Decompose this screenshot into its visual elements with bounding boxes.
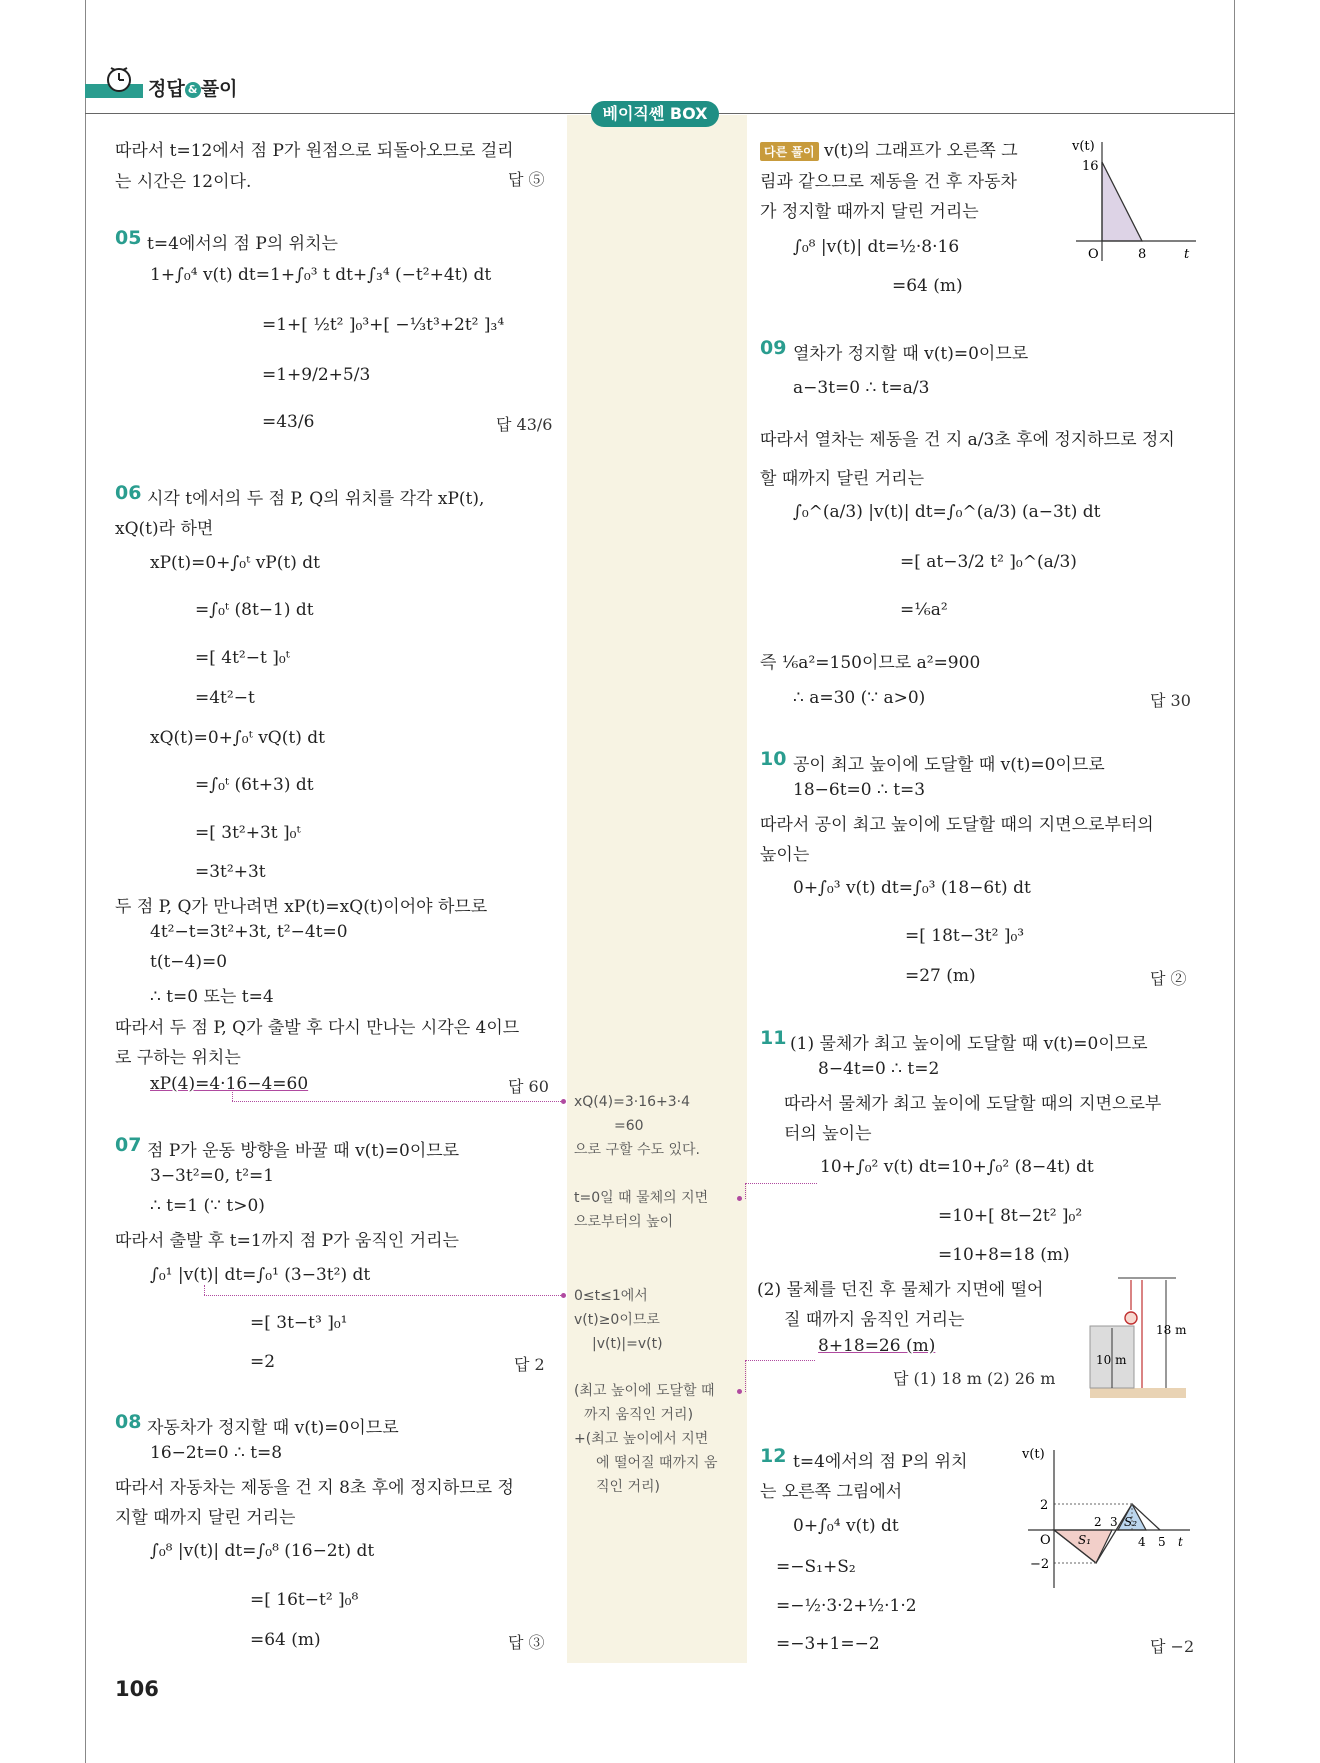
problem-09-conclusion-1: 따라서 열차는 제동을 건 지 a/3초 후에 정지하므로 정지	[760, 430, 1175, 450]
problem-10-conclusion-2: 높이는	[760, 845, 810, 865]
note-3-line-3: |v(t)|=v(t)	[592, 1336, 663, 1352]
velocity-graph-12	[1018, 1442, 1196, 1592]
problem-09-text: 열차가 정지할 때 v(t)=0이므로	[793, 344, 1029, 364]
leader-dot-1	[561, 1099, 566, 1104]
problem-08-number: 08	[115, 1411, 142, 1433]
problem-06-final: xP(4)=4·16−4=60	[150, 1074, 309, 1094]
problem-08-conclusion-2: 지할 때까지 달린 거리는	[115, 1508, 296, 1528]
problem-06-line-6: =∫₀ᵗ (6t+3) dt	[195, 775, 314, 795]
problem-12-text-1: t=4에서의 점 P의 위치	[793, 1452, 968, 1472]
graph-ylabel: v(t)	[1022, 1447, 1045, 1462]
graph-y16: 16	[1082, 159, 1099, 174]
leader-dot-2	[737, 1196, 742, 1201]
note-3-line-1: 0≤t≤1에서	[574, 1288, 648, 1304]
leader-line-3	[204, 1295, 563, 1296]
problem-09-line-1: ∫₀^(a/3) |v(t)| dt=∫₀^(a/3) (a−3t) dt	[793, 502, 1101, 522]
triangle-region	[1102, 162, 1142, 241]
intro-answer: 답 ⑤	[508, 170, 545, 189]
page-border-left	[85, 0, 86, 1763]
graph-s1: S₁	[1078, 1533, 1092, 1547]
problem-11-line-1: 10+∫₀² v(t) dt=10+∫₀² (8−4t) dt	[820, 1157, 1094, 1177]
leader-dot-4	[737, 1389, 742, 1394]
ground	[1090, 1388, 1186, 1398]
problem-07-answer: 답 2	[514, 1355, 545, 1374]
problem-08-eq-1: 16−2t=0 ∴ t=8	[150, 1443, 283, 1463]
problem-11-conclusion-1: 따라서 물체가 최고 높이에 도달할 때의 지면으로부	[784, 1094, 1162, 1114]
graph-s2: S₂	[1124, 1515, 1138, 1529]
basic-box-badge: 베이직쎈 BOX	[591, 101, 719, 127]
graph-ylabel: v(t)	[1072, 139, 1095, 154]
problem-06-text-1: 시각 t에서의 두 점 P, Q의 위치를 각각 xP(t),	[147, 489, 485, 509]
graph-x8: 8	[1138, 247, 1147, 262]
leader-line-3b	[204, 1285, 205, 1295]
problem-09-line-3: =⅙a²	[900, 600, 948, 620]
problem-07-line-3: =2	[250, 1352, 276, 1372]
problem-05-line-2: =1+[ ½t² ]₀³+[ −⅓t³+2t² ]₃⁴	[262, 315, 505, 335]
problem-05-line-3: =1+9/2+5/3	[262, 365, 371, 385]
graph-xt: t	[1178, 1535, 1183, 1549]
problem-10-line-3: =27 (m)	[905, 966, 976, 986]
graph-x2: 2	[1094, 1515, 1102, 1529]
problem-10-conclusion-1: 따라서 공이 최고 높이에 도달할 때의 지면으로부터의	[760, 815, 1154, 835]
note-1-line-2: =60	[614, 1118, 644, 1134]
graph-x4: 4	[1138, 1535, 1146, 1549]
leader-dot-3	[561, 1293, 566, 1298]
problem-12-text-2: 는 오른쪽 그림에서	[760, 1482, 903, 1502]
problem-05-answer: 답 43/6	[496, 415, 553, 434]
problem-08-text: 자동차가 정지할 때 v(t)=0이므로	[147, 1418, 399, 1438]
note-4-line-3: +(최고 높이에서 지면	[574, 1431, 709, 1447]
note-1-line-1: xQ(4)=3·16+3·4	[574, 1094, 691, 1110]
problem-11-part2-a: (2) 물체를 던진 후 물체가 지면에 떨어	[757, 1280, 1044, 1300]
alarm-clock-icon	[104, 64, 134, 94]
note-4-line-1: (최고 높이에 도달할 때	[574, 1383, 715, 1399]
problem-11-number: 11	[760, 1027, 787, 1049]
ball	[1125, 1312, 1137, 1324]
velocity-graph-08	[1066, 136, 1202, 266]
problem-06-line-1: xP(t)=0+∫₀ᵗ vP(t) dt	[150, 553, 320, 573]
problem-11-part2-b: 질 때까지 움직인 거리는	[784, 1310, 965, 1330]
problem-07-number: 07	[115, 1134, 142, 1156]
problem-06-meet: 두 점 P, Q가 만나려면 xP(t)=xQ(t)이어야 하므로	[115, 897, 488, 917]
problem-10-number: 10	[760, 748, 787, 770]
problem-06-line-7: =[ 3t²+3t ]₀ᵗ	[195, 823, 301, 843]
graph-y2: 2	[1040, 1498, 1049, 1513]
problem-11-answer: 답 (1) 18 m (2) 26 m	[893, 1369, 1056, 1388]
other-solution-line-2: 림과 같으므로 제동을 건 후 자동차	[760, 172, 1017, 192]
problem-10-line-2: =[ 18t−3t² ]₀³	[905, 926, 1025, 946]
leader-line-4	[745, 1360, 815, 1361]
label-10m: 10 m	[1096, 1353, 1127, 1367]
problem-12-line-3: =−½·3·2+½·1·2	[776, 1596, 917, 1616]
problem-09-answer: 답 30	[1150, 691, 1191, 710]
problem-12-answer: 답 −2	[1150, 1637, 1195, 1656]
problem-10-text: 공이 최고 높이에 도달할 때 v(t)=0이므로	[793, 755, 1105, 775]
problem-06-line-4: =4t²−t	[195, 688, 255, 708]
leader-line-2	[745, 1183, 817, 1184]
problem-09-eq-3: ∴ a=30 (∵ a>0)	[793, 688, 926, 708]
problem-11-eq-2: 8+18=26 (m)	[818, 1336, 936, 1356]
problem-07-eq-1: 3−3t²=0, t²=1	[150, 1166, 275, 1186]
problem-11-line-2: =10+[ 8t−2t² ]₀²	[938, 1206, 1083, 1226]
problem-09-number: 09	[760, 337, 787, 359]
graph-x3: 3	[1110, 1515, 1118, 1529]
problem-06-line-3: =[ 4t²−t ]₀ᵗ	[195, 648, 290, 668]
note-4-line-4: 에 떨어질 때까지 움	[596, 1455, 718, 1471]
problem-10-eq-1: 18−6t=0 ∴ t=3	[793, 780, 926, 800]
problem-06-eq-1: 4t²−t=3t²+3t, t²−4t=0	[150, 922, 348, 942]
problem-06-answer: 답 60	[508, 1077, 549, 1096]
intro-line-1: 따라서 t=12에서 점 P가 원점으로 되돌아오므로 걸리	[115, 141, 514, 161]
problem-07-eq-2: ∴ t=1 (∵ t>0)	[150, 1196, 265, 1216]
intro-line-2: 는 시간은 12이다.	[115, 172, 252, 192]
problem-06-text-2: xQ(t)라 하면	[115, 519, 214, 539]
note-2-line-2: 으로부터의 높이	[574, 1214, 674, 1230]
problem-11-part1: (1) 물체가 최고 높이에 도달할 때 v(t)=0이므로	[790, 1034, 1148, 1054]
problem-07-line-1: ∫₀¹ |v(t)| dt=∫₀¹ (3−3t²) dt	[150, 1265, 371, 1285]
problem-09-conclusion-2: 할 때까지 달린 거리는	[760, 469, 925, 489]
falling-object-figure	[1088, 1270, 1188, 1400]
problem-06-conclusion-2: 로 구하는 위치는	[115, 1048, 241, 1068]
graph-origin: O	[1040, 1533, 1051, 1548]
problem-05-line-4: =43/6	[262, 412, 315, 432]
problem-11-eq-1: 8−4t=0 ∴ t=2	[818, 1059, 940, 1079]
graph-xt: t	[1184, 247, 1190, 262]
problem-06-number: 06	[115, 482, 142, 504]
problem-06-eq-2: t(t−4)=0	[150, 952, 228, 972]
problem-08-line-2: =[ 16t−t² ]₀⁸	[250, 1590, 359, 1610]
problem-07-conclusion: 따라서 출발 후 t=1까지 점 P가 움직인 거리는	[115, 1231, 459, 1251]
problem-12-line-2: =−S₁+S₂	[776, 1557, 856, 1577]
note-3-line-2: v(t)≥0이므로	[574, 1312, 660, 1328]
problem-10-line-1: 0+∫₀³ v(t) dt=∫₀³ (18−6t) dt	[793, 878, 1031, 898]
graph-origin: O	[1088, 247, 1099, 262]
other-solution-eq-1: ∫₀⁸ |v(t)| dt=½·8·16	[793, 237, 960, 257]
problem-06-line-8: =3t²+3t	[195, 862, 266, 882]
leader-line-2b	[745, 1183, 746, 1199]
leader-line-1	[232, 1101, 563, 1102]
problem-06-line-2: =∫₀ᵗ (8t−1) dt	[195, 600, 314, 620]
problem-08-line-3: =64 (m)	[250, 1630, 321, 1650]
problem-06-line-5: xQ(t)=0+∫₀ᵗ vQ(t) dt	[150, 728, 325, 748]
leader-line-1b	[232, 1088, 233, 1101]
header-title: 정답 & 풀이	[148, 78, 238, 100]
other-solution-line-3: 가 정지할 때까지 달린 거리는	[760, 202, 979, 222]
graph-ym2: −2	[1030, 1557, 1050, 1572]
label-18m: 18 m	[1156, 1323, 1187, 1337]
problem-09-line-2: =[ at−3/2 t² ]₀^(a/3)	[900, 552, 1077, 572]
problem-11-line-3: =10+8=18 (m)	[938, 1245, 1070, 1265]
note-2-line-1: t=0일 때 물체의 지면	[574, 1190, 709, 1206]
other-solution-label: 다른 풀이	[760, 142, 819, 161]
problem-11-conclusion-2: 터의 높이는	[784, 1124, 872, 1144]
problem-12-number: 12	[760, 1445, 787, 1467]
note-4-line-5: 직인 거리)	[596, 1479, 661, 1495]
page-number: 106	[115, 1677, 159, 1701]
note-4-line-2: 까지 움직인 거리)	[584, 1407, 694, 1423]
leader-line-4b	[745, 1360, 746, 1392]
problem-08-line-1: ∫₀⁸ |v(t)| dt=∫₀⁸ (16−2t) dt	[150, 1541, 375, 1561]
problem-05-text: t=4에서의 점 P의 위치는	[147, 234, 338, 254]
problem-07-line-2: =[ 3t−t³ ]₀¹	[250, 1313, 348, 1333]
problem-06-eq-3: ∴ t=0 또는 t=4	[150, 987, 274, 1007]
problem-12-line-4: =−3+1=−2	[776, 1634, 880, 1654]
problem-05-line-1: 1+∫₀⁴ v(t) dt=1+∫₀³ t dt+∫₃⁴ (−t²+4t) dt	[150, 265, 492, 285]
other-solution-eq-2: =64 (m)	[892, 276, 963, 296]
note-1-line-3: 으로 구할 수도 있다.	[574, 1142, 700, 1158]
problem-09-eq-2: 즉 ⅙a²=150이므로 a²=900	[760, 653, 981, 673]
problem-05-number: 05	[115, 227, 142, 249]
other-solution-line-1: 다른 풀이 v(t)의 그래프가 오른쪽 그	[760, 136, 1018, 161]
problem-06-conclusion-1: 따라서 두 점 P, Q가 출발 후 다시 만나는 시각은 4이므	[115, 1018, 520, 1038]
ampersand-badge: &	[185, 82, 201, 98]
problem-10-answer: 답 ②	[1150, 969, 1187, 988]
problem-09-eq-1: a−3t=0 ∴ t=a/3	[793, 378, 930, 398]
problem-12-line-1: 0+∫₀⁴ v(t) dt	[793, 1516, 899, 1536]
page-border-right	[1234, 0, 1235, 1763]
problem-08-conclusion-1: 따라서 자동차는 제동을 건 지 8초 후에 정지하므로 정	[115, 1478, 514, 1498]
problem-08-answer: 답 ③	[508, 1633, 545, 1652]
problem-07-text: 점 P가 운동 방향을 바꿀 때 v(t)=0이므로	[147, 1141, 460, 1161]
graph-x5: 5	[1158, 1535, 1166, 1549]
